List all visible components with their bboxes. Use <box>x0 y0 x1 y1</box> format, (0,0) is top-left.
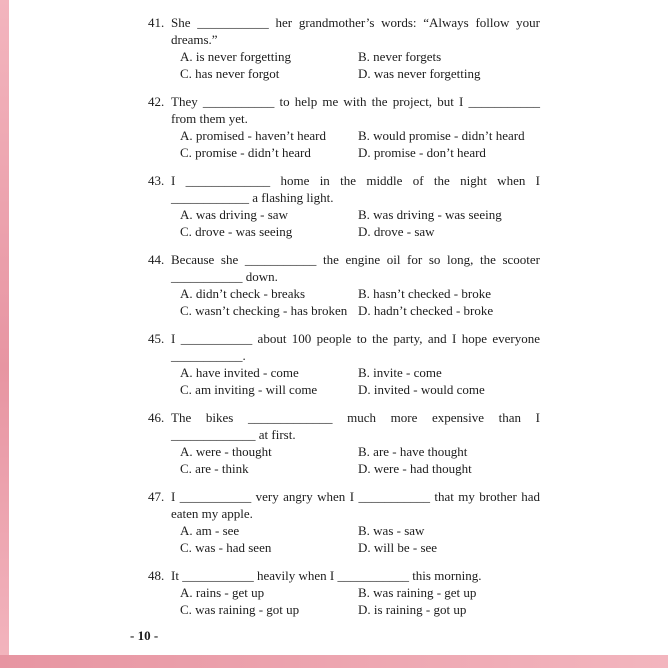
option-d: D. is raining - got up <box>358 602 467 617</box>
options-grid <box>148 522 540 556</box>
question-number: 44. <box>148 252 165 267</box>
option-c: C. wasn’t checking - has broken <box>180 303 348 318</box>
option-a: A. promised - haven’t heard <box>180 128 326 143</box>
question-line <box>148 330 540 364</box>
page-bottom-border <box>0 655 668 668</box>
question-text: It ___________ heavily when I ___________ this morning. <box>171 568 482 583</box>
question-text: Because she ___________ the engine oil for so long, the scooter ___________ down. <box>171 252 540 284</box>
option-d: D. was never forgetting <box>358 66 481 81</box>
question-42 <box>148 93 540 161</box>
option-d: D. promise - don’t heard <box>358 145 486 160</box>
option-a: A. have invited - come <box>180 365 299 380</box>
option-a: A. didn’t check - breaks <box>180 286 306 301</box>
question-45 <box>148 330 540 398</box>
option-a: A. were - thought <box>180 444 272 459</box>
question-text: She ___________ her grandmother’s words: “Always follow your dreams.” <box>171 15 540 47</box>
option-c: C. was raining - got up <box>180 602 300 617</box>
question-41 <box>148 14 540 82</box>
options-grid <box>148 285 540 319</box>
options-grid <box>148 206 540 240</box>
option-d: D. invited - would come <box>358 382 485 397</box>
options-grid <box>148 584 540 618</box>
question-number: 47. <box>148 489 165 504</box>
question-text: I _____________ home in the middle of the night when I ____________ a flashing light. <box>171 173 540 205</box>
question-number: 41. <box>148 15 165 30</box>
question-44 <box>148 251 540 319</box>
option-c: C. has never forgot <box>180 66 280 81</box>
option-b: B. was raining - get up <box>358 585 477 600</box>
question-line <box>148 14 540 48</box>
option-c: C. drove - was seeing <box>180 224 293 239</box>
option-c: C. was - had seen <box>180 540 272 555</box>
option-c: C. am inviting - will come <box>180 382 318 397</box>
page-number: - 10 - <box>130 628 159 643</box>
question-number: 43. <box>148 173 165 188</box>
option-b: B. are - have thought <box>358 444 468 459</box>
option-b: B. hasn’t checked - broke <box>358 286 491 301</box>
option-b: B. would promise - didn’t heard <box>358 128 525 143</box>
question-text: I ___________ very angry when I ___________ that my brother had eaten my apple. <box>171 489 540 521</box>
question-line <box>148 93 540 127</box>
option-b: B. invite - come <box>358 365 442 380</box>
option-c: C. promise - didn’t heard <box>180 145 311 160</box>
option-a: A. rains - get up <box>180 585 265 600</box>
options-grid <box>148 443 540 477</box>
question-line <box>148 172 540 206</box>
question-line <box>148 488 540 522</box>
question-46 <box>148 409 540 477</box>
question-line <box>148 567 540 584</box>
option-d: D. will be - see <box>358 540 438 555</box>
question-line <box>148 251 540 285</box>
option-a: A. am - see <box>180 523 240 538</box>
option-d: D. drove - saw <box>358 224 435 239</box>
option-a: A. is never forgetting <box>180 49 291 64</box>
question-48 <box>148 567 540 618</box>
option-c: C. are - think <box>180 461 249 476</box>
question-43 <box>148 172 540 240</box>
options-grid <box>148 48 540 82</box>
question-text: The bikes _____________ much more expensive than I _____________ at first. <box>171 410 540 442</box>
options-grid <box>148 364 540 398</box>
option-b: B. never forgets <box>358 49 442 64</box>
options-grid <box>148 127 540 161</box>
option-d: D. were - had thought <box>358 461 472 476</box>
question-number: 46. <box>148 410 165 425</box>
question-number: 42. <box>148 94 165 109</box>
question-text: They ___________ to help me with the project, but I ___________ from them yet. <box>171 94 540 126</box>
question-text: I ___________ about 100 people to the party, and I hope everyone ___________. <box>171 331 540 363</box>
option-d: D. hadn’t checked - broke <box>358 303 494 318</box>
question-number: 48. <box>148 568 165 583</box>
option-b: B. was - saw <box>358 523 425 538</box>
page-left-border <box>0 0 9 668</box>
question-line <box>148 409 540 443</box>
option-b: B. was driving - was seeing <box>358 207 502 222</box>
question-47 <box>148 488 540 556</box>
question-list <box>148 14 540 629</box>
question-number: 45. <box>148 331 165 346</box>
option-a: A. was driving - saw <box>180 207 288 222</box>
